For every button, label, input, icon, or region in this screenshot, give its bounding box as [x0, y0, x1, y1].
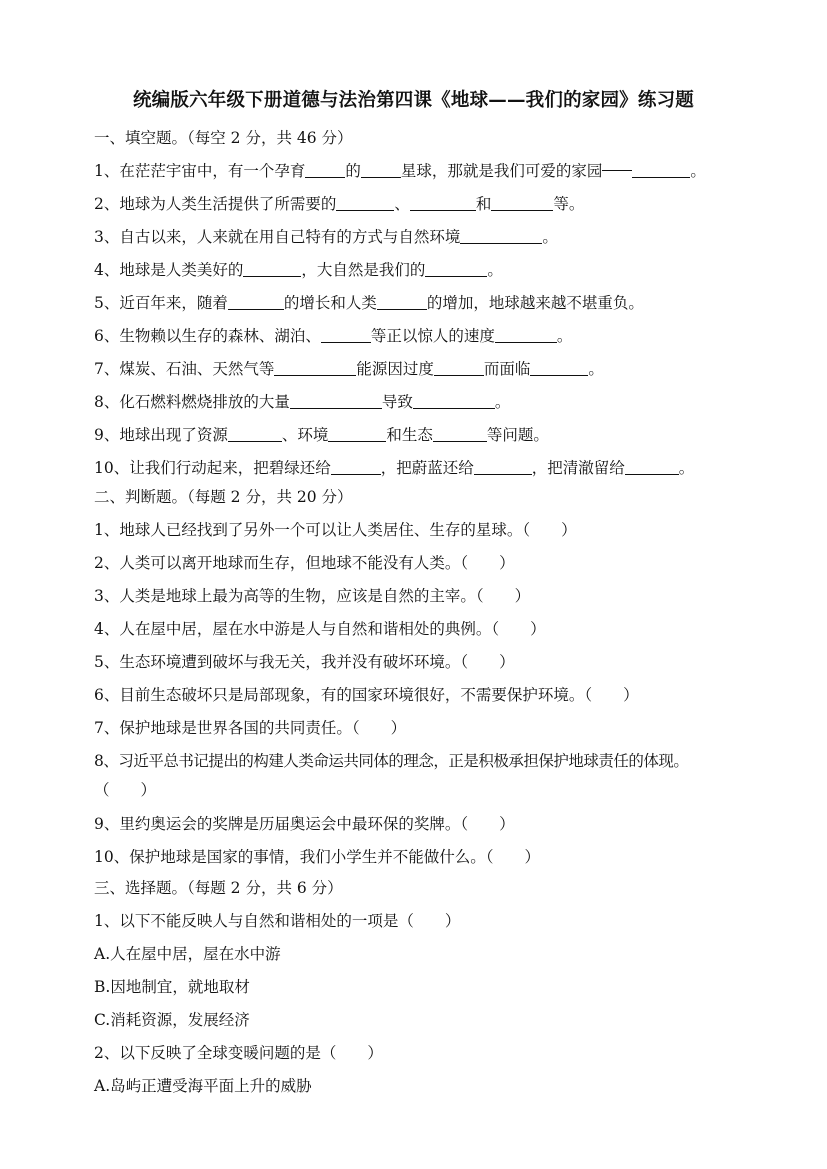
judge-question-8-bracket: （ ） [94, 781, 157, 799]
section-judge-heading: 二、判断题。（每题 2 分，共 20 分） [94, 488, 353, 506]
fill-question-10: 10、让我们行动起来，把碧绿还给 ，把蔚蓝还给 ，把清澈留给 。 [94, 459, 695, 477]
choice-option-1b: B.因地制宜，就地取材 [94, 978, 250, 996]
judge-question-7: 7、保护地球是世界各国的共同责任。（ ） [94, 719, 407, 737]
fill-question-8: 8、化石燃料燃烧排放的大量 导致 。 [94, 393, 511, 411]
choice-question-2: 2、以下反映了全球变暖问题的是（ ） [94, 1044, 383, 1062]
section-fill-heading: 一、填空题。（每空 2 分，共 46 分） [94, 129, 353, 147]
choice-question-1: 1、以下不能反映人与自然和谐相处的一项是（ ） [94, 912, 461, 930]
fill-question-2: 2、地球为人类生活提供了所需要的 、 和 等。 [94, 195, 585, 213]
judge-question-1: 1、地球人已经找到了另外一个可以让人类居住、生存的星球。（ ） [94, 521, 577, 539]
section-choice-heading: 三、选择题。（每题 2 分，共 6 分） [94, 879, 343, 897]
choice-option-2a: A.岛屿正遭受海平面上升的威胁 [94, 1077, 312, 1095]
fill-question-9: 9、地球出现了资源 、环境 和生态 等问题。 [94, 426, 549, 444]
fill-question-5: 5、近百年来，随着 的增长和人类 的增加，地球越来越不堪重负。 [94, 294, 644, 312]
judge-question-2: 2、人类可以离开地球而生存，但地球不能没有人类。（ ） [94, 554, 515, 572]
judge-question-6: 6、目前生态破坏只是局部现象，有的国家环境很好，不需要保护环境。（ ） [94, 686, 639, 704]
page-title: 统编版六年级下册道德与法治第四课《地球——我们的家园》练习题 [132, 90, 694, 111]
fill-question-4: 4、地球是人类美好的 ，大自然是我们的 。 [94, 261, 503, 279]
choice-option-1a: A.人在屋中居，屋在水中游 [94, 945, 281, 963]
judge-question-3: 3、人类是地球上最为高等的生物，应该是自然的主宰。（ ） [94, 587, 531, 605]
judge-question-5: 5、生态环境遭到破坏与我无关，我并没有破坏环境。（ ） [94, 653, 515, 671]
choice-option-1c: C.消耗资源，发展经济 [94, 1011, 250, 1029]
judge-question-8: 8、习近平总书记提出的构建人类命运共同体的理念，正是积极承担保护地球责任的体现。 [94, 752, 689, 770]
fill-question-3: 3、自古以来，人来就在用自己特有的方式与自然环境 。 [94, 228, 558, 246]
judge-question-9: 9、里约奥运会的奖牌是历届奥运会中最环保的奖牌。（ ） [94, 815, 515, 833]
fill-question-1: 1、在茫茫宇宙中，有一个孕育 的 星球，那就是我们可爱的家园 。 [94, 162, 706, 180]
fill-question-7: 7、煤炭、石油、天然气等 能源因过度 而面临 。 [94, 360, 604, 378]
judge-question-4: 4、人在屋中居，屋在水中游是人与自然和谐相处的典例。（ ） [94, 620, 546, 638]
judge-question-10: 10、保护地球是国家的事情，我们小学生并不能做什么。（ ） [94, 848, 540, 866]
fill-question-6: 6、生物赖以生存的森林、湖泊、 等正以惊人的速度 。 [94, 327, 573, 345]
